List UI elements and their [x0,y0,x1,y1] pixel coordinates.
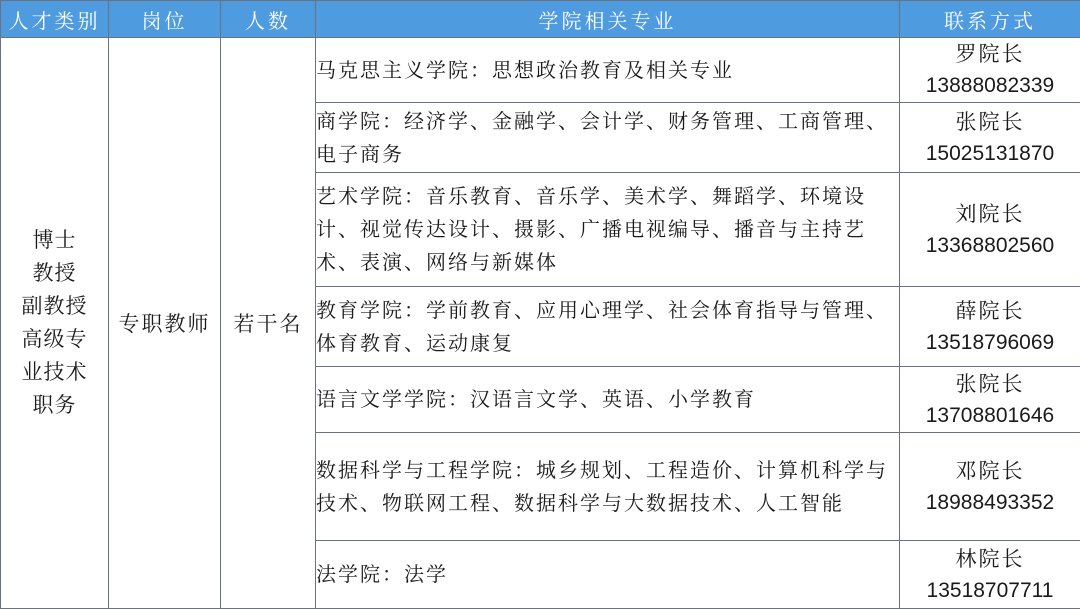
contact-name: 薛院长 [900,295,1080,327]
contact-name: 刘院长 [900,198,1080,230]
contact-phone: 13888082339 [900,70,1080,102]
contact-cell [900,433,1080,541]
contact-cell [900,103,1080,173]
contact-name: 邓院长 [900,455,1080,487]
contact-cell [900,367,1080,433]
position-cell: 专职教师 [109,38,221,609]
category-line: 博士 [1,224,108,257]
contact-phone: 15025131870 [900,138,1080,170]
major-cell: 商学院：经济学、金融学、会计学、财务管理、工商管理、电子商务 [316,103,900,173]
major-cell: 法学院：法学 [316,541,900,609]
major-cell: 语言文学学院：汉语言文学、英语、小学教育 [316,367,900,433]
count-cell: 若干名 [221,38,316,609]
contact-name: 张院长 [900,106,1080,138]
contact-name: 张院长 [900,368,1080,400]
contact-name: 罗院长 [900,38,1080,70]
major-cell: 数据科学与工程学院：城乡规划、工程造价、计算机科学与技术、物联网工程、数据科学与大数据技术、人工智能 [316,433,900,541]
category-line: 高级专 [1,323,108,356]
contact-name: 林院长 [900,543,1080,575]
header-count: 人数 [221,1,316,38]
major-cell: 艺术学院：音乐教育、音乐学、美术学、舞蹈学、环境设计、视觉传达设计、摄影、广播电视编导、播音与主持艺术、表演、网络与新媒体 [316,173,900,287]
contact-phone: 13708801646 [900,400,1080,432]
contact-cell [900,38,1080,103]
talent-category-cell [1,38,109,609]
contact-phone: 13518796069 [900,327,1080,359]
contact-phone: 13368802560 [900,230,1080,262]
header-contact: 联系方式 [900,1,1080,38]
category-line: 职务 [1,389,108,422]
contact-cell [900,541,1080,609]
category-line: 业技术 [1,356,108,389]
header-category: 人才类别 [1,1,109,38]
major-cell: 教育学院：学前教育、应用心理学、社会体育指导与管理、体育教育、运动康复 [316,287,900,367]
contact-phone: 13518707711 [900,575,1080,607]
category-line: 副教授 [1,290,108,323]
header-row [1,1,1080,38]
major-cell: 马克思主义学院：思想政治教育及相关专业 [316,38,900,103]
contact-phone: 18988493352 [900,487,1080,519]
table-row [1,38,1080,103]
category-line: 教授 [1,257,108,290]
header-position: 岗位 [109,1,221,38]
contact-cell [900,287,1080,367]
contact-cell [900,173,1080,287]
header-major: 学院相关专业 [316,1,900,38]
